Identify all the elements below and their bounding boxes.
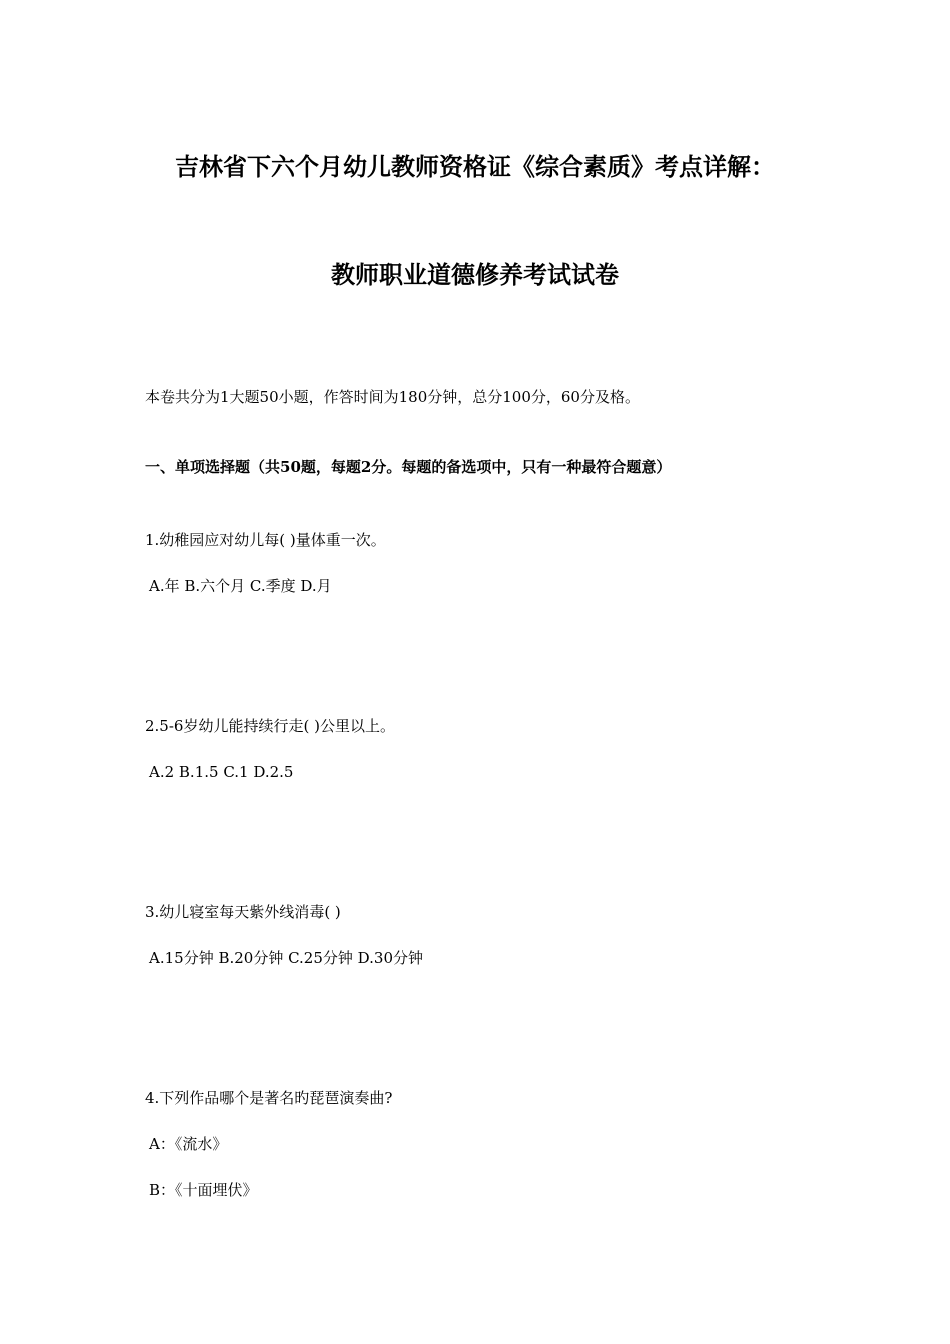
question-1-stem: 1.幼稚园应对幼儿每( )量体重一次。 <box>145 531 386 549</box>
question-2-stem: 2.5-6岁幼儿能持续行走( )公里以上。 <box>145 717 395 735</box>
question-1-options: A.年 B.六个月 C.季度 D.月 <box>149 577 332 595</box>
question-2-options: A.2 B.1.5 C.1 D.2.5 <box>149 763 294 781</box>
document-title: 吉林省下六个月幼儿教师资格证《综合素质》考点详解： <box>175 152 775 181</box>
document-subtitle: 教师职业道德修养考试试卷 <box>331 260 619 289</box>
question-4-stem: 4.下列作品哪个是著名旳琵琶演奏曲? <box>145 1089 393 1107</box>
question-3-options: A.15分钟 B.20分钟 C.25分钟 D.30分钟 <box>149 949 424 967</box>
exam-intro: 本卷共分为1大题50小题，作答时间为180分钟，总分100分，60分及格。 <box>145 388 640 406</box>
section-heading: 一、单项选择题（共50题，每题2分。每题的备选项中，只有一种最符合题意） <box>145 458 672 476</box>
question-4-option-a: A：《流水》 <box>149 1135 228 1153</box>
question-4-option-b: B：《十面埋伏》 <box>149 1181 258 1199</box>
question-3-stem: 3.幼儿寝室每天紫外线消毒( ) <box>145 903 341 921</box>
